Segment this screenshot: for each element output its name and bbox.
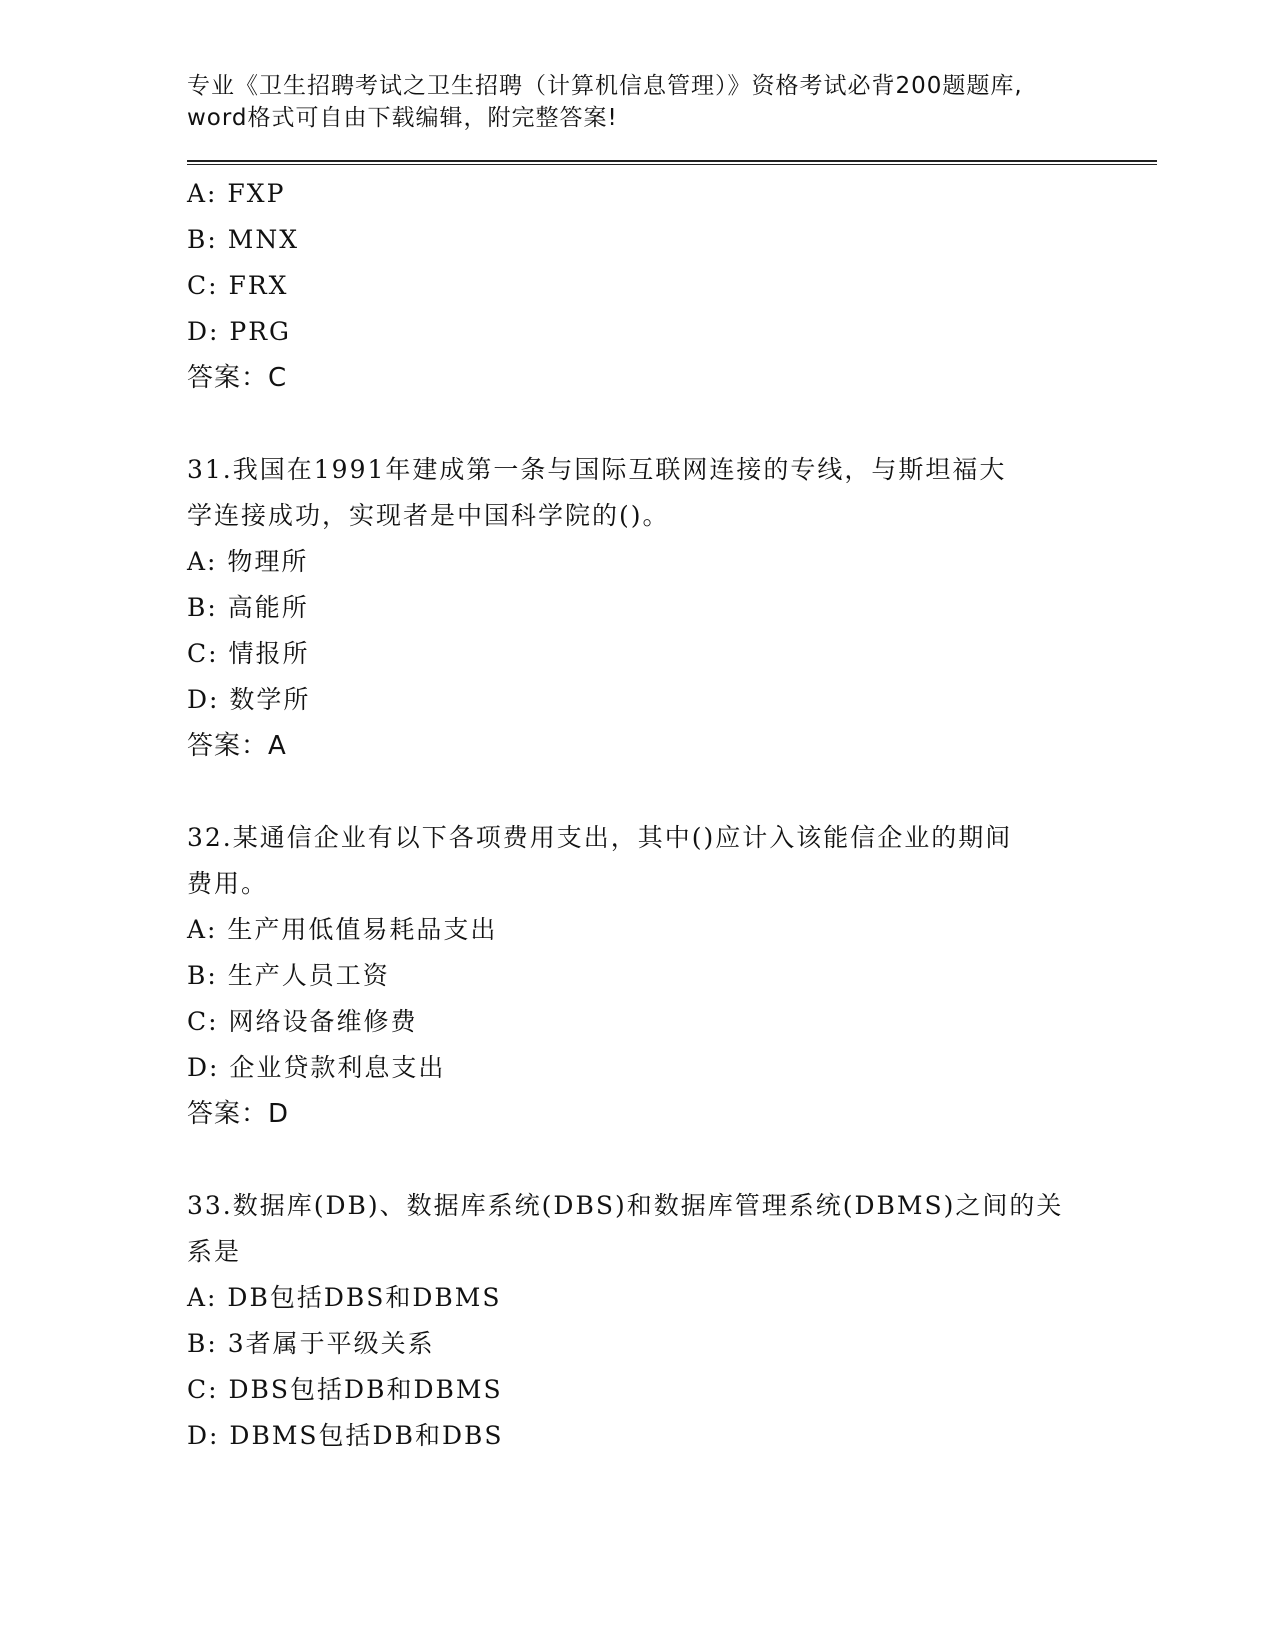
- header-line-1: 专业《卫生招聘考试之卫生招聘（计算机信息管理）》资格考试必背200题题库,: [187, 73, 1023, 99]
- header-line-2: word格式可自由下载编辑，附完整答案!: [187, 105, 618, 131]
- question-stem-line: 系是: [187, 1237, 242, 1266]
- option-d: D: 企业贷款利息支出: [187, 1053, 446, 1082]
- spacer: [187, 769, 1157, 815]
- question-stem-line: 32.某通信企业有以下各项费用支出，其中()应计入该能信企业的期间: [187, 823, 1013, 852]
- document-page: [187, 70, 1157, 1459]
- question-stem-line: 31.我国在1991年建成第一条与国际互联网连接的专线，与斯坦福大: [187, 455, 1007, 484]
- option-d: D: PRG: [187, 317, 292, 346]
- option-c: C: 网络设备维修费: [187, 1007, 418, 1036]
- document-header: [187, 70, 1157, 134]
- option-b: B: 高能所: [187, 593, 309, 622]
- question-32: [187, 815, 1157, 1137]
- option-b: B: MNX: [187, 225, 300, 254]
- option-d: D: 数学所: [187, 685, 311, 714]
- question-33: [187, 1183, 1157, 1459]
- option-c: C: DBS包括DB和DBMS: [187, 1375, 503, 1404]
- spacer: [187, 1137, 1157, 1183]
- spacer: [187, 401, 1157, 447]
- answer-line: 答案：C: [187, 363, 288, 393]
- question-stem-line: 33.数据库(DB)、数据库系统(DBS)和数据库管理系统(DBMS)之间的关: [187, 1191, 1064, 1220]
- option-c: C: FRX: [187, 271, 289, 300]
- answer-line: 答案：D: [187, 1099, 290, 1129]
- option-a: A: DB包括DBS和DBMS: [187, 1283, 502, 1312]
- question-30-continued: [187, 171, 1157, 401]
- option-a: A: 物理所: [187, 547, 309, 576]
- option-a: A: 生产用低值易耗品支出: [187, 915, 498, 944]
- question-31: [187, 447, 1157, 769]
- question-stem-line: 学连接成功，实现者是中国科学院的()。: [187, 501, 670, 530]
- answer-line: 答案：A: [187, 731, 287, 761]
- option-d: D: DBMS包括DB和DBS: [187, 1421, 504, 1450]
- header-divider: [187, 160, 1157, 165]
- option-c: C: 情报所: [187, 639, 310, 668]
- option-b: B: 3者属于平级关系: [187, 1329, 435, 1358]
- option-a: A: FXP: [187, 179, 286, 208]
- option-b: B: 生产人员工资: [187, 961, 390, 990]
- question-stem-line: 费用。: [187, 869, 269, 898]
